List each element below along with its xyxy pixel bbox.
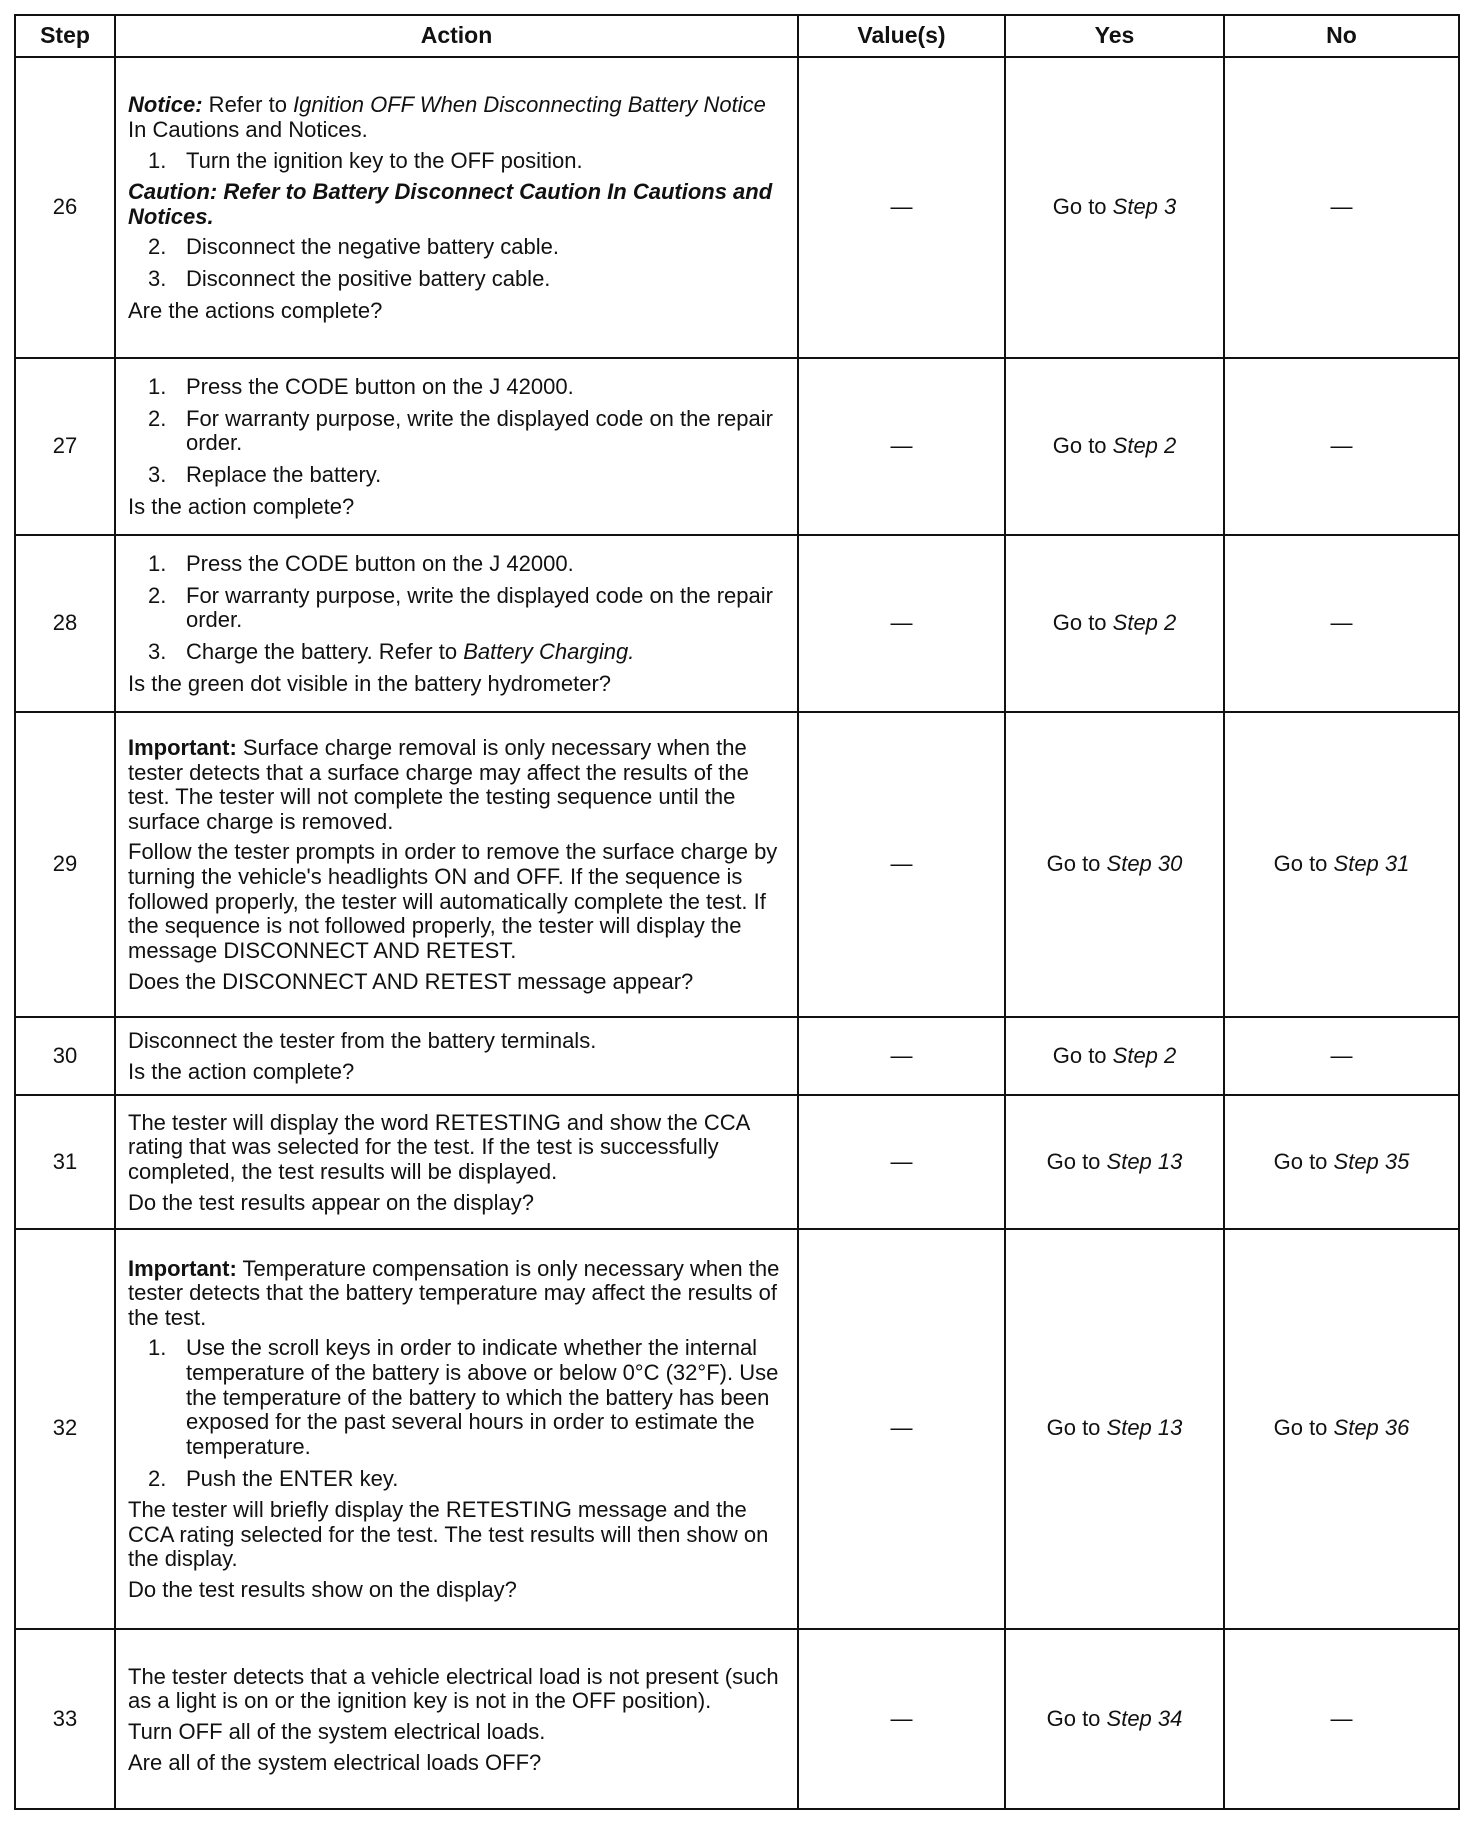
question-text: Does the DISCONNECT AND RETEST message appear? [128,968,694,994]
list-text: Turn the ignition key to the OFF position. [186,147,583,173]
list-number: 1. [148,147,167,173]
important-label: Important: [128,1255,237,1281]
no-cell [1224,535,1459,712]
table-row [15,712,1459,1017]
important-text: Surface charge removal is only necessary when the tester detects that a surface charge may affect the results of the test. The tester will not complete the testing sequence until the surface charge is removed. [128,734,749,834]
yes-cell [1005,1629,1224,1809]
instruction-text: Follow the tester prompts in order to remove the surface charge by turning the vehicle's headlights ON and OFF. If the sequence is followed properly, the tester will automatically complete the test. If the sequence is not followed properly, the tester will display the message DISCONNECT AND RETEST. [128,839,778,963]
list-number: 1. [148,551,167,577]
value-dash: — [890,1148,913,1174]
list-number: 1. [148,1335,167,1361]
list-number: 2. [148,1465,167,1491]
list-item [128,235,785,260]
notice-tail: In Cautions and Notices. [128,116,368,142]
list-number: 3. [148,638,167,664]
yes-cell [1005,1095,1224,1228]
list-item [128,1467,785,1492]
step-number: 32 [15,1229,115,1629]
instruction-text: The tester will briefly display the RETESTING message and the CCA rating selected for the test. The test results will then show on the display. [128,1497,769,1572]
procedure-list [128,552,785,665]
step-number: 29 [15,712,115,1017]
header-row [15,15,1459,57]
step-number: 30 [15,1017,115,1096]
value-dash: — [890,850,913,876]
no-dash: — [1330,194,1353,219]
yes-prefix: Go to [1052,194,1113,219]
action-cell [115,1095,798,1228]
instruction-text: The tester detects that a vehicle electrical load is not present (such as a light is on or the ignition key is not in the OFF position). [128,1663,779,1714]
header-no: No [1224,15,1459,57]
procedure-list [128,1336,785,1491]
yes-prefix: Go to [1046,1415,1107,1441]
yes-prefix: Go to [1046,850,1107,876]
procedure-list [128,375,785,488]
action-cell [115,712,798,1017]
yes-prefix: Go to [1046,1705,1107,1731]
list-number: 2. [148,234,167,260]
list-number: 3. [148,266,167,292]
instruction-text: Disconnect the tester from the battery terminals. [128,1028,597,1054]
no-cell [1224,1095,1459,1228]
no-prefix: Go to [1273,1148,1334,1174]
yes-prefix: Go to [1052,609,1113,635]
yes-prefix: Go to [1052,1042,1113,1068]
list-item [128,149,785,174]
table-row [15,535,1459,712]
value-cell [798,535,1005,712]
important-paragraph [128,1257,785,1331]
list-text: Press the CODE button on the J 42000. [186,374,574,400]
table-row [15,1095,1459,1228]
notice-paragraph [128,93,785,142]
value-dash: — [890,1415,913,1441]
yes-step-link[interactable]: Step 13 [1106,1415,1183,1441]
header-yes: Yes [1005,15,1224,57]
value-cell [798,1229,1005,1629]
value-dash: — [890,194,913,219]
diagnostic-table [14,14,1460,1810]
step-number: 27 [15,358,115,535]
list-item [128,267,785,292]
list-item [128,463,785,488]
value-dash: — [890,1042,913,1068]
yes-step-link[interactable]: Step 2 [1112,609,1177,635]
question-text: Are all of the system electrical loads OFF? [128,1749,542,1775]
yes-prefix: Go to [1046,1148,1107,1174]
table-row [15,1629,1459,1809]
yes-cell [1005,57,1224,358]
no-prefix: Go to [1273,1415,1334,1441]
list-number: 1. [148,374,167,400]
no-dash: — [1330,432,1353,458]
yes-step-link[interactable]: Step 34 [1106,1705,1183,1731]
no-cell [1224,57,1459,358]
battery-charging-reference[interactable]: Battery Charging. [463,638,635,664]
value-cell [798,358,1005,535]
yes-cell [1005,535,1224,712]
table-row [15,1017,1459,1096]
no-step-link[interactable]: Step 35 [1333,1148,1410,1174]
list-text: Press the CODE button on the J 42000. [186,551,574,577]
instruction-text-2: Turn OFF all of the system electrical loads. [128,1718,546,1744]
procedure-list [128,149,785,174]
table-row [15,358,1459,535]
list-text: Disconnect the negative battery cable. [186,234,560,260]
action-cell [115,1017,798,1096]
no-cell [1224,1229,1459,1629]
value-dash: — [890,432,913,458]
no-step-link[interactable]: Step 31 [1333,850,1410,876]
yes-step-link[interactable]: Step 2 [1112,432,1177,458]
yes-step-link[interactable]: Step 13 [1106,1148,1183,1174]
list-item [128,1336,785,1459]
yes-cell [1005,1229,1224,1629]
value-cell [798,1017,1005,1096]
action-cell [115,1629,798,1809]
list-text: For warranty purpose, write the displayed code on the repair order. [186,405,773,456]
yes-step-link[interactable]: Step 3 [1112,194,1177,219]
no-dash: — [1330,1705,1353,1731]
no-step-link[interactable]: Step 36 [1333,1415,1410,1441]
important-text: Temperature compensation is only necessary when the tester detects that the battery temperature may affect the results of the test. [128,1255,780,1330]
question-text: Is the green dot visible in the battery hydrometer? [128,670,612,696]
procedure-list [128,235,785,291]
action-cell [115,535,798,712]
yes-cell [1005,1017,1224,1096]
step-number: 28 [15,535,115,712]
caution-text: Caution: Refer to Battery Disconnect Caution In Cautions and Notices. [128,179,773,229]
header-value: Value(s) [798,15,1005,57]
list-text: For warranty purpose, write the displayed code on the repair order. [186,582,773,633]
notice-label: Notice: [128,92,203,118]
step-number: 31 [15,1095,115,1228]
list-text: Disconnect the positive battery cable. [186,266,551,292]
step-number: 33 [15,1629,115,1809]
list-text: Push the ENTER key. [186,1465,399,1491]
value-cell [798,1095,1005,1228]
no-cell [1224,358,1459,535]
yes-prefix: Go to [1052,432,1113,458]
list-item [128,640,785,665]
header-step: Step [15,15,115,57]
value-cell [798,712,1005,1017]
action-cell [115,57,798,358]
no-prefix: Go to [1273,850,1334,876]
table-row [15,57,1459,358]
list-number: 2. [148,405,167,431]
list-text: Charge the battery. Refer to [186,638,464,664]
yes-step-link[interactable]: Step 30 [1106,850,1183,876]
notice-text: Refer to [202,92,294,118]
no-cell [1224,1017,1459,1096]
list-text: Replace the battery. [186,461,382,487]
action-cell [115,358,798,535]
action-cell [115,1229,798,1629]
instruction-text: The tester will display the word RETESTING and show the CCA rating that was selected for the test. If the test is successfully completed, the test results will be displayed. [128,1109,750,1184]
list-number: 2. [148,582,167,608]
important-label: Important: [128,734,237,760]
value-dash: — [890,1705,913,1731]
no-cell [1224,1629,1459,1809]
step-number: 26 [15,57,115,358]
value-dash: — [890,609,913,635]
important-paragraph [128,736,785,835]
list-item [128,584,785,633]
yes-step-link[interactable]: Step 2 [1112,1042,1177,1068]
question-text: Do the test results appear on the display? [128,1189,535,1215]
list-text: Use the scroll keys in order to indicate whether the internal temperature of the battery is above or below 0°C (32°F). Use the temperature of the battery to which the battery has been exposed for the past several hours in order to estimate the temperature. [186,1335,779,1459]
list-item [128,552,785,577]
question-text: Do the test results show on the display? [128,1577,517,1603]
notice-reference: Ignition OFF When Disconnecting Battery Notice [293,92,766,118]
no-dash: — [1330,1042,1353,1068]
question-text: Is the action complete? [128,1058,355,1084]
list-item [128,407,785,456]
table-row [15,1229,1459,1629]
list-number: 3. [148,461,167,487]
yes-cell [1005,358,1224,535]
question-text: Is the action complete? [128,493,355,519]
list-item [128,375,785,400]
no-dash: — [1330,609,1353,635]
no-cell [1224,712,1459,1017]
yes-cell [1005,712,1224,1017]
question-text: Are the actions complete? [128,297,383,323]
value-cell [798,1629,1005,1809]
value-cell [798,57,1005,358]
header-action: Action [115,15,798,57]
